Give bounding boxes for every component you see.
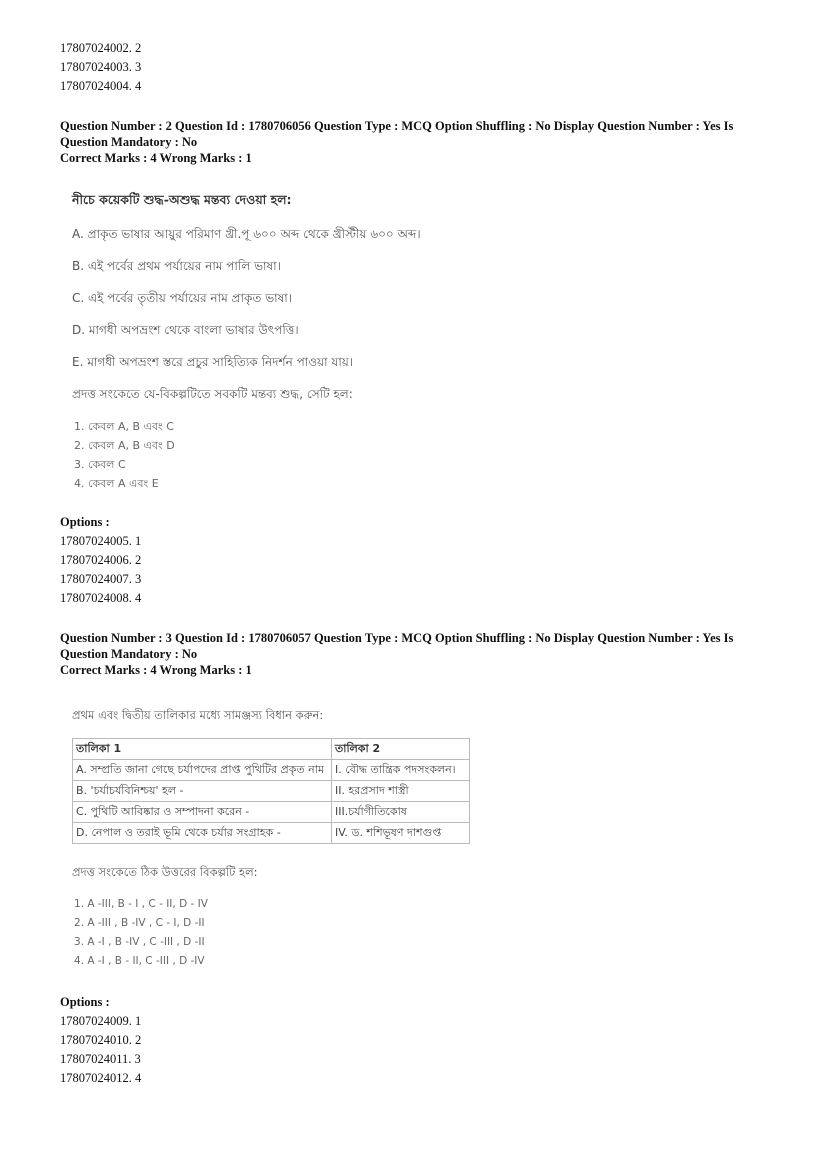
table-cell: II. হরপ্রসাদ শাস্ত্রী bbox=[332, 781, 470, 802]
table-row bbox=[73, 781, 470, 802]
option-id-line: 17807024004. 4 bbox=[60, 79, 142, 93]
options-label: Options : bbox=[60, 995, 110, 1009]
statement: D. মাগধী অপভ্রংশ থেকে বাংলা ভাষার উৎপত্তি। bbox=[72, 323, 299, 337]
option-id-line: 17807024007. 3 bbox=[60, 572, 142, 586]
question-header-line: Question Mandatory : No bbox=[60, 135, 198, 149]
table-cell: III.চর্যাগীতিকোষ bbox=[332, 802, 470, 823]
marks-line: Correct Marks : 4 Wrong Marks : 1 bbox=[60, 663, 252, 677]
option-id-line: 17807024008. 4 bbox=[60, 591, 142, 605]
answer-choice: 3. কেবল C bbox=[74, 458, 126, 471]
answer-choice: 3. A -I , B -IV , C -III , D -II bbox=[74, 936, 205, 948]
option-id-line: 17807024009. 1 bbox=[60, 1014, 142, 1028]
table-row bbox=[73, 760, 470, 781]
option-id-line: 17807024005. 1 bbox=[60, 534, 142, 548]
question-title: নীচে কয়েকটি শুদ্ধ-অশুদ্ধ মন্তব্য দেওয়া হল: bbox=[72, 192, 292, 207]
option-id-line: 17807024006. 2 bbox=[60, 553, 142, 567]
statement: E. মাগধী অপভ্রংশ স্তরে প্রচুর সাহিত্যিক নিদর্শন পাওয়া যায়। bbox=[72, 355, 354, 369]
table-cell: C. পুথিটি আবিষ্কার ও সম্পাদনা করেন - bbox=[73, 802, 332, 823]
options-label: Options : bbox=[60, 515, 110, 529]
option-id-line: 17807024003. 3 bbox=[60, 60, 142, 74]
question-header-line: Question Number : 2 Question Id : 1780706056 Question Type : MCQ Option Shuffling : No Display Question Number : Yes Is bbox=[60, 119, 734, 133]
table-header-cell: তালিকা 2 bbox=[332, 739, 470, 760]
table-header-cell: তালিকা 1 bbox=[73, 739, 332, 760]
marks-line: Correct Marks : 4 Wrong Marks : 1 bbox=[60, 151, 252, 165]
answer-choice: 2. কেবল A, B এবং D bbox=[74, 439, 175, 452]
statement: C. এই পর্বের তৃতীয় পর্যায়ের নাম প্রাকৃত ভাষা। bbox=[72, 291, 293, 305]
option-id-line: 17807024002. 2 bbox=[60, 41, 142, 55]
question-2-header bbox=[60, 118, 760, 166]
question-instruction: প্রথম এবং দ্বিতীয় তালিকার মধ্যে সামঞ্জস্য বিধান করুন: bbox=[72, 708, 324, 722]
option-id-line: 17807024010. 2 bbox=[60, 1033, 142, 1047]
question-prompt: প্রদত্ত সংকেতে যে-বিকল্পটিতে সবকটি মন্তব্য শুদ্ধ, সেটি হল: bbox=[72, 387, 353, 401]
answer-choice: 4. A -I , B - II, C -III , D -IV bbox=[74, 955, 205, 967]
table-cell: I. বৌদ্ধ তান্ত্রিক পদসংকলন। bbox=[332, 760, 470, 781]
table-cell: A. সম্প্রতি জানা গেছে চর্যাপদের প্রাপ্ত পুথিটির প্রকৃত নাম bbox=[73, 760, 332, 781]
table-cell: IV. ড. শশিভূষণ দাশগুপ্ত bbox=[332, 823, 470, 844]
answer-choice: 4. কেবল A এবং E bbox=[74, 477, 159, 490]
table-row bbox=[73, 823, 470, 844]
option-id-line: 17807024012. 4 bbox=[60, 1071, 142, 1085]
question-header-line: Question Number : 3 Question Id : 1780706057 Question Type : MCQ Option Shuffling : No Display Question Number : Yes Is bbox=[60, 631, 734, 645]
statement: B. এই পর্বের প্রথম পর্যায়ের নাম পালি ভাষা। bbox=[72, 259, 281, 273]
answer-choice: 1. কেবল A, B এবং C bbox=[74, 420, 174, 433]
answer-choice: 2. A -III , B -IV , C - I, D -II bbox=[74, 917, 205, 929]
option-id-line: 17807024011. 3 bbox=[60, 1052, 141, 1066]
matching-table bbox=[72, 738, 470, 844]
question-3-header bbox=[60, 630, 760, 678]
table-header-row bbox=[73, 739, 470, 760]
table-row bbox=[73, 802, 470, 823]
answer-choice: 1. A -III, B - I , C - II, D - IV bbox=[74, 898, 208, 910]
table-cell: D. নেপাল ও তরাই ভূমি থেকে চর্যার সংগ্রাহক - bbox=[73, 823, 332, 844]
question-prompt: প্রদত্ত সংকেতে ঠিক উত্তরের বিকল্পটি হল: bbox=[72, 865, 258, 879]
table-cell: B. 'চর্যাচর্যবিনিশ্চয়' হল - bbox=[73, 781, 332, 802]
statement: A. প্রাকৃত ভাষার আয়ুর পরিমাণ খ্রী.পূ ৬০০ অব্দ থেকে খ্রীস্টীয় ৬০০ অব্দ। bbox=[72, 227, 421, 241]
question-header-line: Question Mandatory : No bbox=[60, 647, 198, 661]
